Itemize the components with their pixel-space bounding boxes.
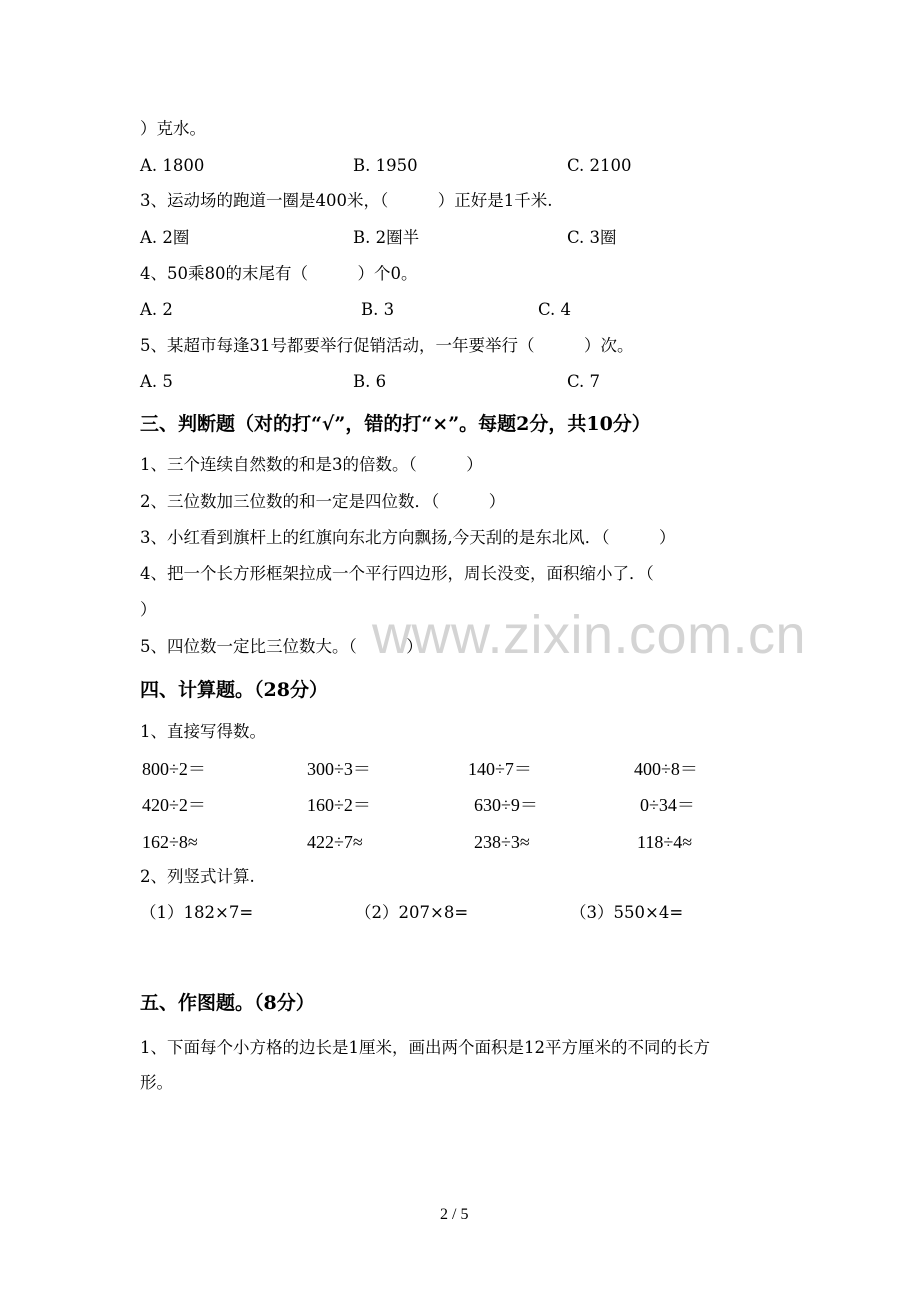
q2-option-a: A. 1800 [140, 156, 205, 175]
calc-3-4: 118÷4≈ [637, 832, 693, 852]
vertical-calc-3: （3）550×4= [570, 903, 684, 922]
q2-option-b: B. 1950 [353, 156, 418, 175]
q3-option-c: C. 3圈 [567, 228, 617, 247]
judge-item-1: 1、三个连续自然数的和是3的倍数。（ ） [140, 455, 483, 474]
page-number: 2 / 5 [440, 1206, 469, 1223]
drawing-q1-line2: 形。 [140, 1073, 173, 1092]
calc-1-3: 140÷7＝ [468, 759, 532, 779]
calc-3-1: 162÷8≈ [142, 832, 198, 852]
calc-1-4: 400÷8＝ [634, 759, 698, 779]
q4-option-a: A. 2 [140, 300, 173, 319]
drawing-q1-line1: 1、下面每个小方格的边长是1厘米，画出两个面积是12平方厘米的不同的长方 [140, 1038, 710, 1057]
q4-option-c: C. 4 [538, 300, 572, 319]
judge-item-4-continued: ） [140, 600, 157, 619]
calc-1-1: 800÷2＝ [142, 759, 206, 779]
section5-heading: 五、作图题。（8分） [140, 992, 315, 1014]
q5-option-c: C. 7 [567, 372, 601, 391]
judge-item-5: 5、四位数一定比三位数大。（ ） [140, 637, 423, 656]
judge-item-2: 2、三位数加三位数的和一定是四位数．（ ） [140, 492, 506, 511]
calc-2-3: 630÷9＝ [474, 795, 538, 815]
q5-option-b: B. 6 [353, 372, 387, 391]
calc-3-2: 422÷7≈ [307, 832, 363, 852]
calc-sub2: 2、列竖式计算. [140, 867, 255, 886]
calc-2-1: 420÷2＝ [142, 795, 206, 815]
calc-2-4: 0÷34＝ [640, 795, 695, 815]
watermark: www.zixin.com.cn [372, 605, 807, 665]
q4-text: 4、50乘80的末尾有（ ）个0。 [140, 264, 418, 283]
judge-item-4: 4、把一个长方形框架拉成一个平行四边形，周长没变，面积缩小了．（ [140, 564, 654, 583]
q3-option-a: A. 2圈 [140, 228, 190, 247]
calc-1-2: 300÷3＝ [307, 759, 371, 779]
q2-option-c: C. 2100 [567, 156, 632, 175]
q5-option-a: A. 5 [140, 372, 173, 391]
q2-end: ）克水。 [140, 119, 206, 138]
q5-text: 5、某超市每逢31号都要举行促销活动，一年要举行（ ）次。 [140, 336, 634, 355]
q4-option-b: B. 3 [361, 300, 395, 319]
judge-item-3: 3、小红看到旗杆上的红旗向东北方向飘扬,今天刮的是东北风．（ ） [140, 528, 676, 547]
calc-3-3: 238÷3≈ [474, 832, 530, 852]
q3-text: 3、运动场的跑道一圈是400米，（ ）正好是1千米. [140, 191, 553, 210]
vertical-calc-2: （2）207×8= [355, 903, 469, 922]
calc-2-2: 160÷2＝ [307, 795, 371, 815]
section4-heading: 四、计算题。（28分） [140, 679, 328, 701]
calc-sub1: 1、直接写得数。 [140, 722, 266, 741]
q3-option-b: B. 2圈半 [353, 228, 420, 247]
vertical-calc-1: （1）182×7= [140, 903, 254, 922]
section3-heading: 三、判断题（对的打“√”，错的打“×”。每题2分，共10分） [140, 413, 651, 435]
